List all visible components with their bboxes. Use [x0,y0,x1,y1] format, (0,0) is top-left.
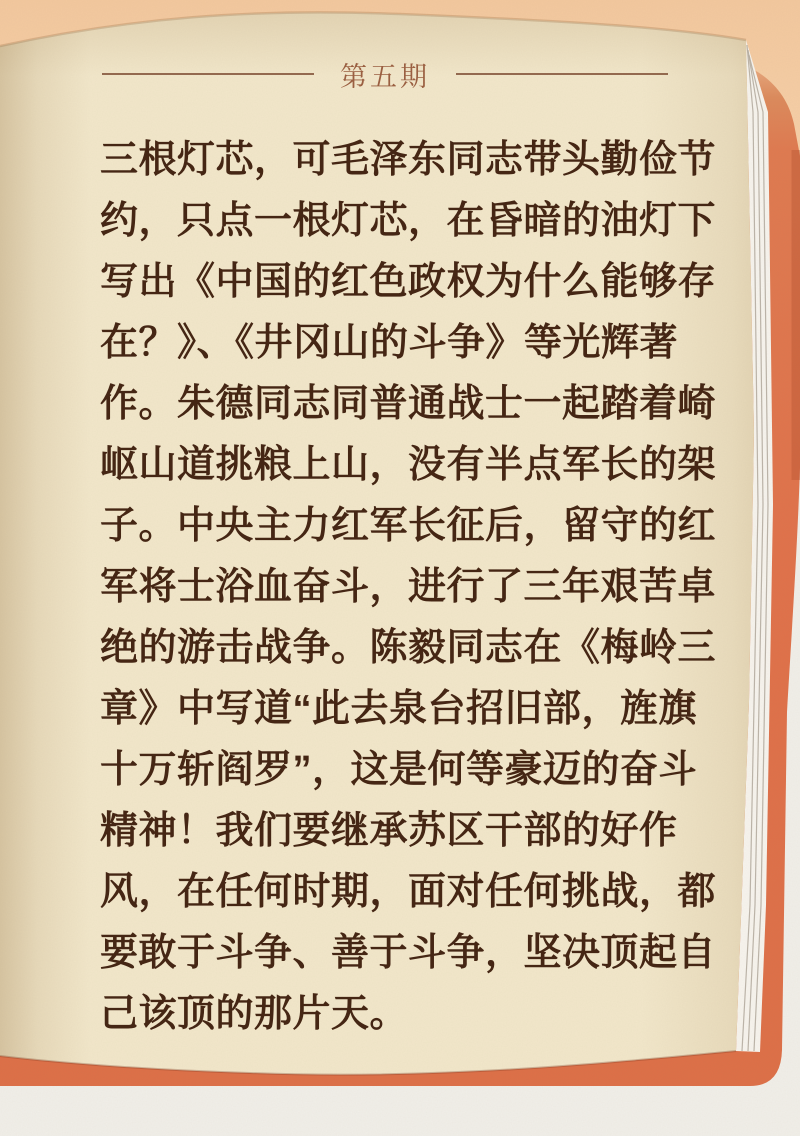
body-text-line: 约，只点一根灯芯，在昏暗的油灯下 [100,200,717,242]
body-text-line: 要敢于斗争、善于斗争，坚决顶起自 [100,932,717,974]
header-divider-right [456,73,668,75]
body-text-line: 在？》、《井冈山的斗争》等光辉著 [100,322,679,364]
header-divider-left [102,73,314,75]
body-text-line: 写出《中国的红色政权为什么能够存 [100,261,717,303]
body-text-line: 风，在任何时期，面对任何挑战，都 [100,871,717,913]
body-text-line: 绝的游击战争。陈毅同志在《梅岭三 [100,627,717,669]
body-text-line: 十万斩阎罗”，这是何等豪迈的奋斗 [100,749,698,791]
article-body [100,130,745,1045]
body-text-line: 精神！我们要继承苏区干部的好作 [100,810,678,852]
body-text-line: 三根灯芯，可毛泽东同志带头勤俭节 [100,139,717,181]
issue-header [102,57,668,91]
body-text-line: 己该顶的那片天。 [100,993,409,1035]
body-text-line: 岖山道挑粮上山，没有半点军长的架 [100,444,717,486]
issue-label: 第五期 [340,61,430,92]
body-text-line: 军将士浴血奋斗，进行了三年艰苦卓 [100,566,717,608]
body-text-line: 章》中写道“此去泉台招旧部，旌旗 [100,688,698,730]
body-text-line: 作。朱德同志同普通战士一起踏着崎 [100,383,717,425]
body-text-line: 子。中央主力红军长征后，留守的红 [100,505,717,547]
